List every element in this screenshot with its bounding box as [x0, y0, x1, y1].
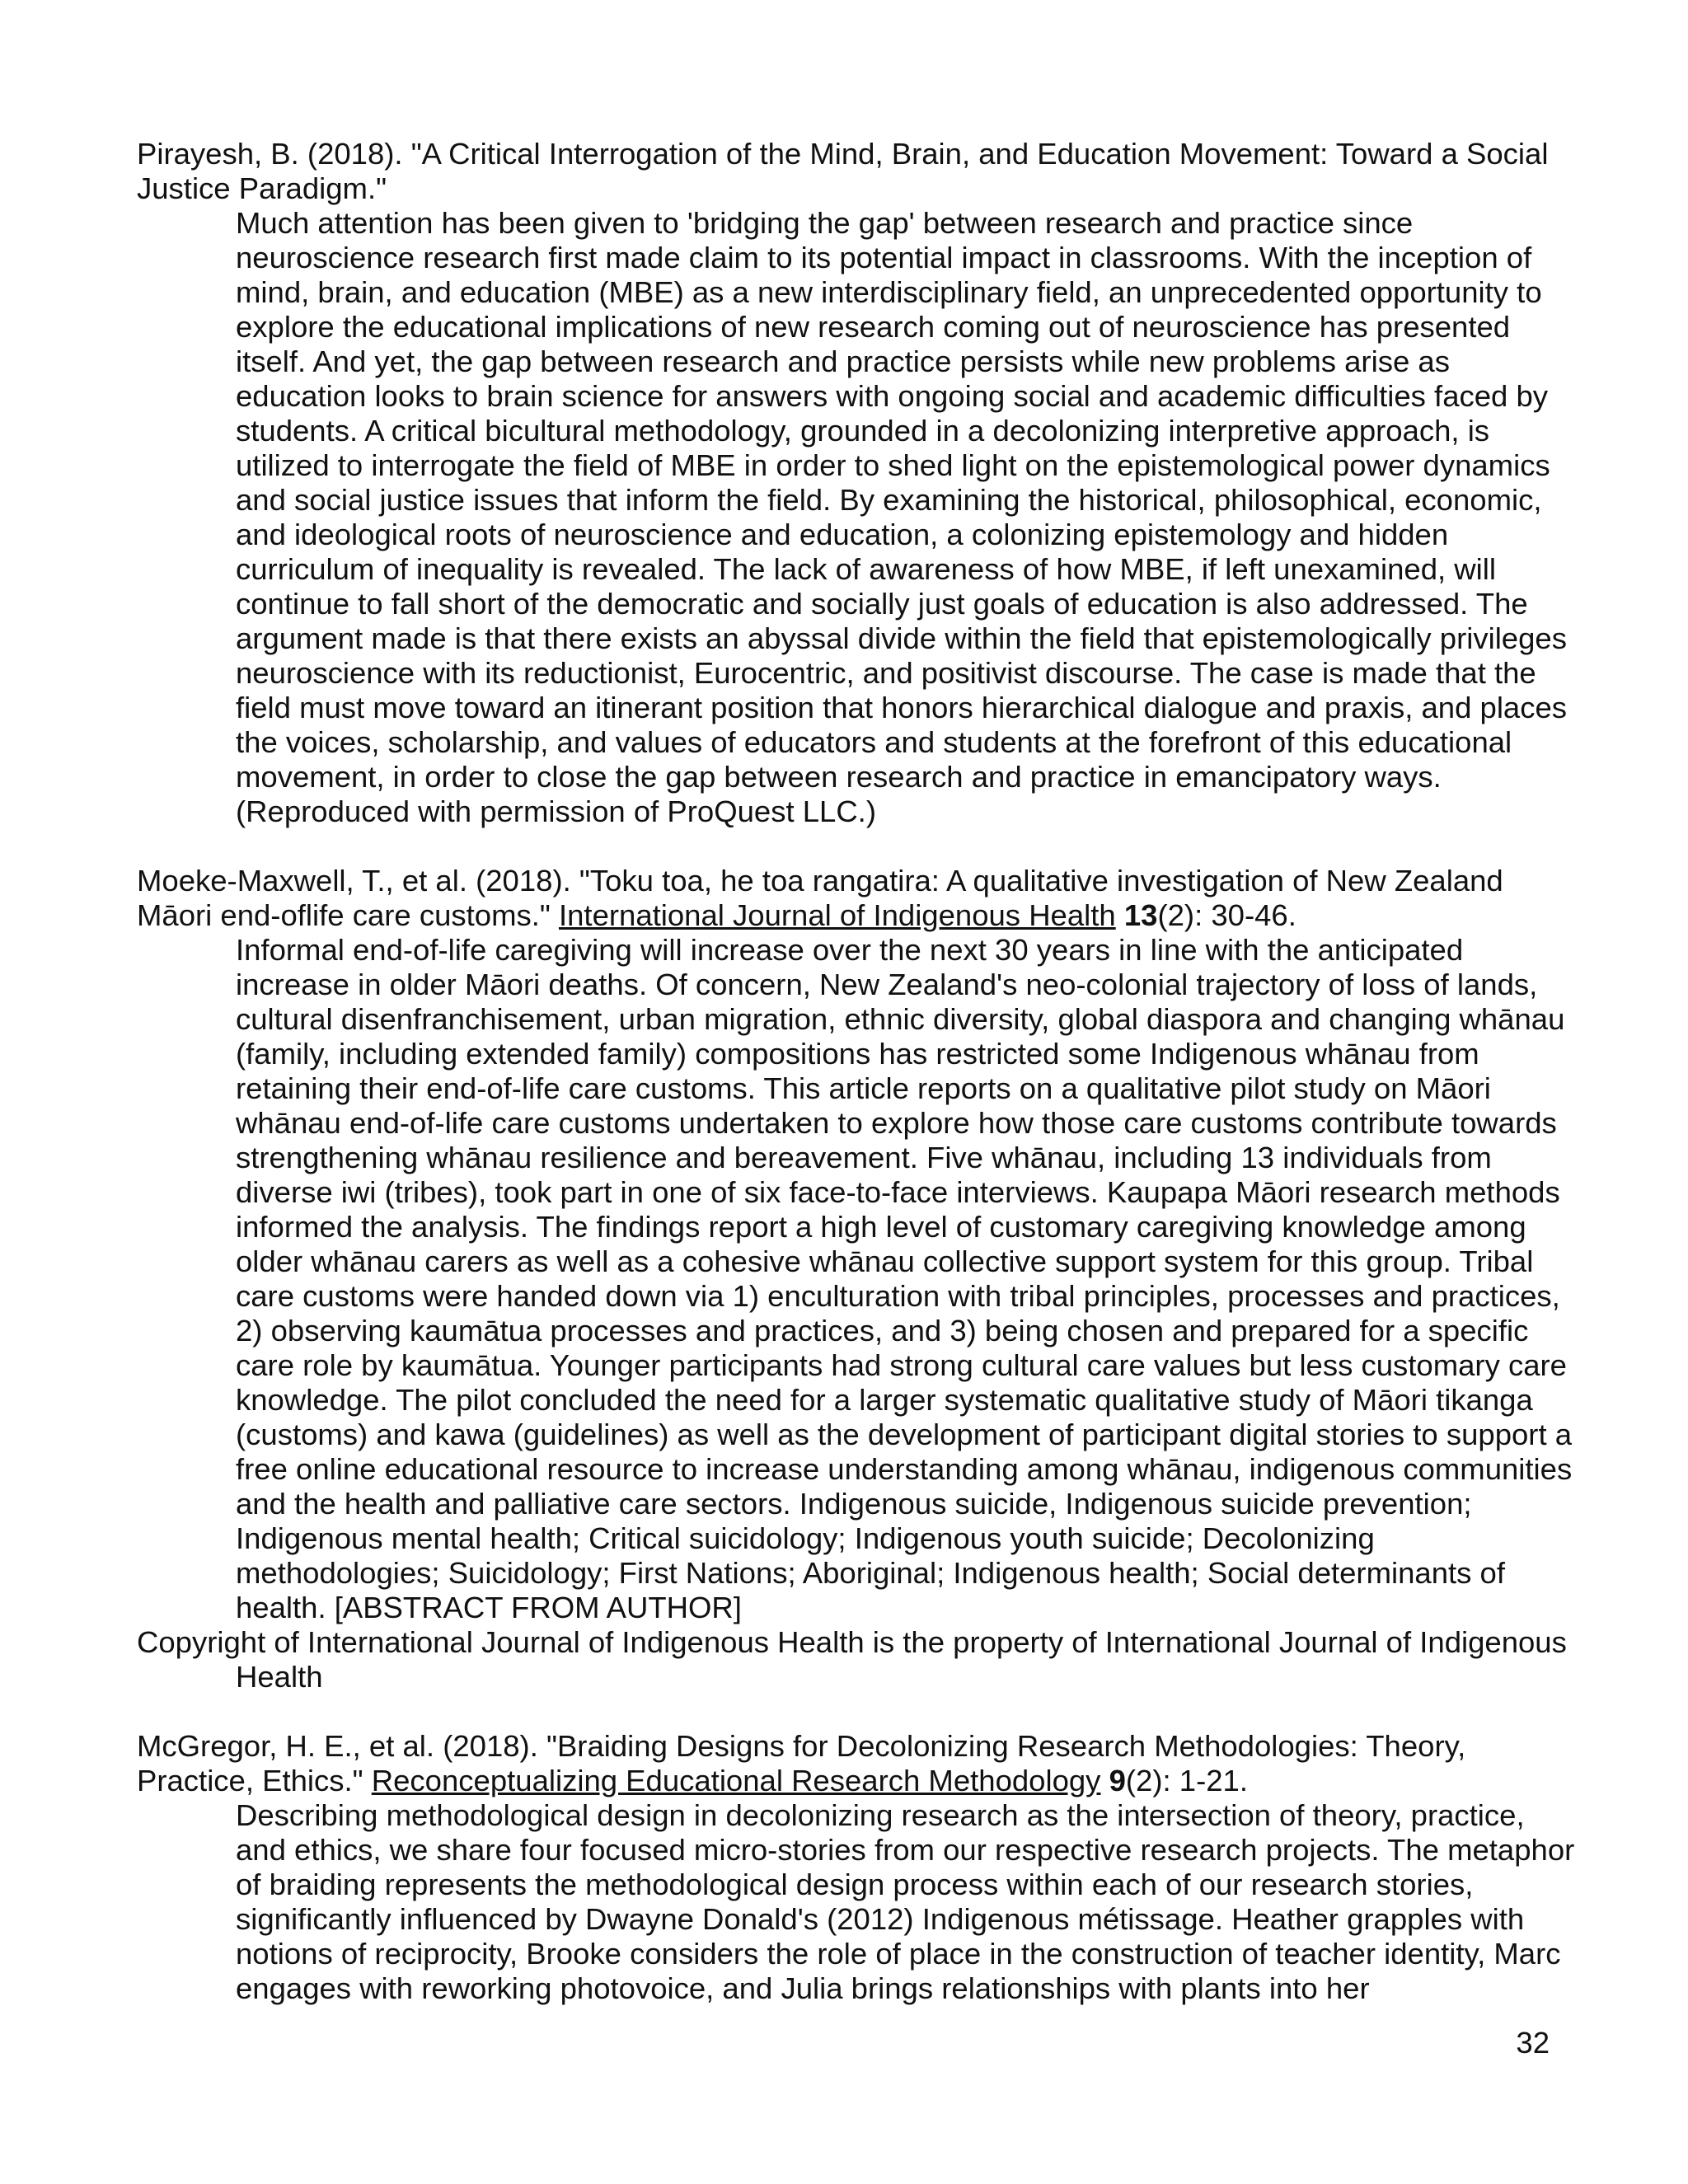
bibliography-page [137, 137, 1575, 2041]
citation [137, 1729, 1575, 1798]
abstract: Much attention has been given to 'bridging the gap' between research and practice since neuroscience research first made claim to its potential impact in classrooms. With the inception of mind, brain, and education (MBE) as a new interdisciplinary field, an unprecedented opportunity to explore the educational implications of new research coming out of neuroscience has presented itself. And yet, the gap between research and practice persists while new problems arise as education looks to brain science for answers with ongoing social and academic difficulties faced by students. A critical bicultural methodology, grounded in a decolonizing interpretive approach, is utilized to interrogate the field of MBE in order to shed light on the epistemological power dynamics and social justice issues that inform the field. By examining the historical, philosophical, economic, and ideological roots of neuroscience and education, a colonizing epistemology and hidden curriculum of inequality is revealed. The lack of awareness of how MBE, if left unexamined, will continue to fall short of the democratic and socially just goals of education is also addressed. The argument made is that there exists an abyssal divide within the field that epistemologically privileges neuroscience with its reductionist, Eurocentric, and positivist discourse. The case is made that the field must move toward an itinerant position that honors hierarchical dialogue and praxis, and places the voices, scholarship, and values of educators and students at the forefront of this educational movement, in order to close the gap between research and practice in emancipatory ways. (Reproduced with permission of ProQuest LLC.) [236, 206, 1568, 828]
citation-text: McGregor, H. E., et al. (2018). "Braiding Designs for Decolonizing Research Methodologies: Theory, Practice, Ethics." [137, 1729, 1466, 1797]
issue-pages: (2): 1-21. [1125, 1764, 1248, 1797]
copyright-notice: Copyright of International Journal of Indigenous Health is the property of International Journal of Indigenous Health [137, 1625, 1567, 1694]
citation-text: Pirayesh, B. (2018). "A Critical Interrogation of the Mind, Brain, and Education Movement: Toward a Social Justice Paradigm." [137, 137, 1549, 205]
journal-title: International Journal of Indigenous Health [558, 898, 1116, 932]
bibliography-entry-mcgregor [137, 1729, 1575, 2006]
volume-number: 9 [1109, 1764, 1126, 1797]
bibliography-entry-pirayesh [137, 137, 1575, 829]
citation-text: Moeke-Maxwell, T., et al. (2018). "Toku toa, he toa rangatira: A qualitative investigation of New Zealand Māori end-oflife care customs." [137, 864, 1503, 932]
bibliography-entry-moeke-maxwell [137, 864, 1575, 1694]
citation [137, 137, 1575, 206]
citation [137, 864, 1575, 933]
volume-number: 13 [1123, 898, 1158, 932]
abstract: Describing methodological design in decolonizing research as the intersection of theory, practice, and ethics, we share four focused micro-stories from our respective research projects. The metaphor of braiding represents the methodological design process within each of our research stories, significantly influenced by Dwayne Donald's (2012) Indigenous métissage. Heather grapples with notions of reciprocity, Brooke considers the role of place in the construction of teacher identity, Marc engages with reworking photovoice, and Julia brings relationships with plants into her [236, 1798, 1575, 2005]
journal-title: Reconceptualizing Educational Research Methodology [371, 1764, 1101, 1797]
issue-pages: (2): 30-46. [1157, 898, 1296, 932]
abstract: Informal end-of-life caregiving will increase over the next 30 years in line with the anticipated increase in older Māori deaths. Of concern, New Zealand's neo-colonial trajectory of loss of lands, cultural disenfranchisement, urban migration, ethnic diversity, global diaspora and changing whānau (family, including extended family) compositions has restricted some Indigenous whānau from retaining their end-of-life care customs. This article reports on a qualitative pilot study on Māori whānau end-of-life care customs undertaken to explore how those care customs contribute towards strengthening whānau resilience and bereavement. Five whānau, including 13 individuals from diverse iwi (tribes), took part in one of six face-to-face interviews. Kaupapa Māori research methods informed the analysis. The findings report a high level of customary caregiving knowledge among older whānau carers as well as a cohesive whānau collective support system for this group. Tribal care customs were handed down via 1) enculturation with tribal principles, processes and practices, 2) observing kaumātua processes and practices, and 3) being chosen and prepared for a specific care role by kaumātua. Younger participants had strong cultural care values but less customary care knowledge. The pilot concluded the need for a larger systematic qualitative study of Māori tikanga (customs) and kawa (guidelines) as well as the development of participant digital stories to support a free online educational resource to increase understanding among whānau, indigenous communities and the health and palliative care sectors. Indigenous suicide, Indigenous suicide prevention; Indigenous mental health; Critical suicidology; Indigenous youth suicide; Decolonizing methodologies; Suicidology; First Nations; Aboriginal; Indigenous health; Social determinants of health. [ABSTRACT FROM AUTHOR] [236, 933, 1573, 1624]
page-number: 32 [1516, 2026, 1550, 2060]
